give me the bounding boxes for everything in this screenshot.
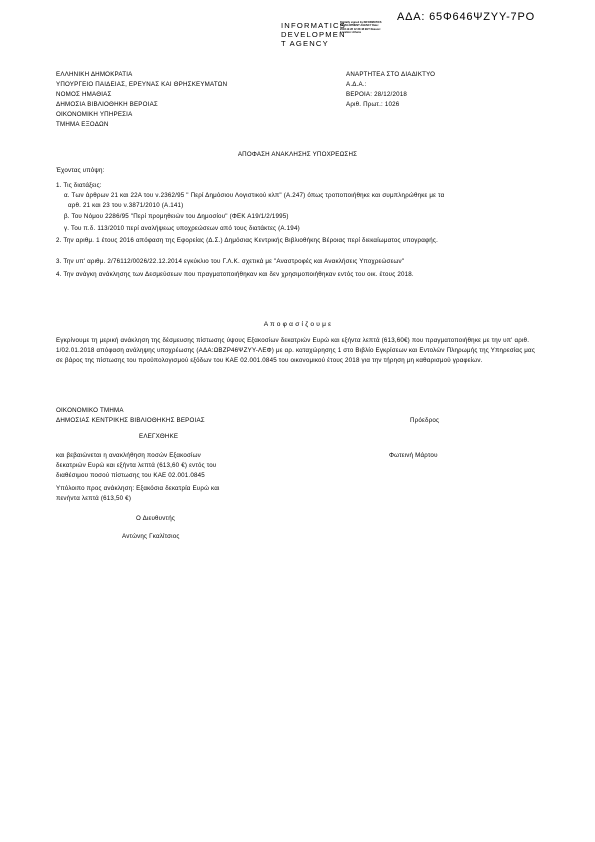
issuer-line: ΔΗΜΟΣΙΑ ΒΙΒΛΙΟΘΗΚΗ ΒΕΡΟΙΑΣ bbox=[56, 101, 158, 108]
issuer-line: ΟΙΚΟΝΟΜΙΚΗ ΥΠΗΡΕΣΙΑ bbox=[56, 111, 133, 118]
decision-heading: Α π ο φ α σ ί ζ ο υ μ ε bbox=[263, 321, 332, 328]
issuer-line: ΝΟΜΟΣ ΗΜΑΘΙΑΣ bbox=[56, 91, 112, 98]
considering-intro: Έχοντας υπόψη: bbox=[56, 167, 105, 174]
issuer-line: ΥΠΟΥΡΓΕΙΟ ΠΑΙΔΕΙΑΣ, ΕΡΕΥΝΑΣ ΚΑΙ ΘΡΗΣΚΕΥΜΑΤΩΝ bbox=[56, 81, 228, 88]
provision-3: 3. Την υπ' αριθμ. 2/76112/0026/22.12.2014 εγκύκλιο του Γ.Λ.Κ. σχετικά με "Αναστροφές και Ανακλήσεις Υποχρεώσεων" bbox=[56, 258, 405, 265]
provision-2: 2. Την αριθμ. 1 έτους 2016 απόφαση της Εφορείας (Δ.Σ.) Δημόσιας Κεντρικής Βιβλιοθήκης Βέροιας περί διεκαίωματος υπογραφής. bbox=[56, 237, 439, 244]
verification-line: και βεβαιώνεται η ανακλήθηση ποσών Εξακοσίων bbox=[56, 452, 201, 459]
issuer-line: ΕΛΛΗΝΙΚΗ ΔΗΜΟΚΡΑΤΙΑ bbox=[56, 71, 133, 78]
director-label: Ο Διευθυντής bbox=[136, 515, 176, 522]
protocol-number: Αριθ. Πρωτ.: 1026 bbox=[346, 101, 400, 108]
remaining-line: Υπόλοιπο προς ανάκληση: Εξακόσια δεκατρία Ευρώ και bbox=[56, 485, 220, 492]
provision-4: 4. Την ανάγκη ανάκλησης των Δεσμεύσεων που πραγματοποιήθηκαν και δεν χρησιμοποιήθηκαν εντός του οικ. έτους 2018. bbox=[56, 271, 414, 278]
ada-label: Α.Δ.Α.: bbox=[346, 81, 367, 88]
president-label: Πρόεδρος bbox=[410, 417, 440, 424]
issuer-block bbox=[56, 70, 227, 130]
director-name: Αντώνης Γκαλίτσιος bbox=[122, 533, 180, 540]
place-date: ΒΕΡΟΙΑ: 28/12/2018 bbox=[346, 91, 408, 98]
signature-details: Digitally signed by INFORMATICS DEVELOPMENT AGENCY Date: 2018.12.28 12:33:48 EET Reason: Location: Athens bbox=[340, 21, 382, 34]
department-line: ΔΗΜΟΣΙΑΣ ΚΕΝΤΡΙΚΗΣ ΒΙΒΛΙΟΘΗΚΗΣ ΒΕΡΟΙΑΣ bbox=[56, 417, 205, 424]
publish-note: ΑΝΑΡΤΗΤΕΑ ΣΤΟ ΔΙΑΔΙΚΤΥΟ bbox=[346, 71, 436, 78]
president-name: Φωτεινή Μάρτου bbox=[389, 452, 438, 459]
verification-line: διαθέσιμου ποσού πίστωσης του ΚΑΕ 02.001.0845 bbox=[56, 472, 205, 479]
document-title: ΑΠΟΦΑΣΗ ΑΝΑΚΛΗΣΗΣ ΥΠΟΧΡΕΩΣΗΣ bbox=[237, 151, 358, 158]
checked-label: ΕΛΕΓΧΘΗΚΕ bbox=[139, 433, 179, 440]
signature-logo-text: INFORMATICS DEVELOPMEN T AGENCY bbox=[281, 21, 346, 48]
department-line: ΟΙΚΟΝΟΜΙΚΟ ΤΜΗΜΑ bbox=[56, 407, 124, 414]
issuer-line: ΤΜΗΜΑ ΕΞΟΔΩΝ bbox=[56, 121, 109, 128]
provision-1a-cont: αρθ. 21 και 23 του ν.3871/2010 (Α.141) bbox=[68, 202, 184, 209]
verification-line: δεκατριών Ευρώ και εξήντα λεπτά (613,60 €) εντός του bbox=[56, 462, 217, 469]
verification-block bbox=[56, 451, 217, 481]
department-block bbox=[56, 406, 205, 426]
remaining-block bbox=[56, 484, 220, 504]
provision-1a: α. Των άρθρων 21 και 22Α του ν.2362/95 " Περί Δημόσιου Λογιστικού κλπ" (Α.247) όπως τροποποιήθηκε και συμπληρώθηκε με τα bbox=[64, 192, 445, 199]
provision-1: 1. Τις διατάξεις: bbox=[56, 182, 102, 189]
provision-1b: β. Του Νόμου 2286/95 "Περί προμηθειών του Δημοσίου" (ΦΕΚ Α19/1/2/1995) bbox=[64, 213, 289, 220]
decision-text: Εγκρίνουμε τη μερική ανάκληση της δέσμευσης πίστωσης ύψους Εξακοσίων δεκατριών Ευρώ και εξήντα λεπτά (613,60€) που πραγματοποιήθηκε με την υπ' αριθ. 1/02.01.2018 απόφαση ανάληψης υποχρέωσης (ΑΔΑ:ΩΒΖΡ46ΨΖΥΥ-ΛΕΦ) με αρ. καταχώρησης 1 στο Βιβλίο Εγκρίσεων και Εντολών Πληρωμής της Υπηρεσίας μας σε βάρος της πίστωσης του προϋπολογισμού εξόδων του ΚΑΕ 02.001.0845 του οικονομικού έτους 2018 για την τήρηση μη καθαρισμού γραφείων. bbox=[56, 337, 536, 364]
remaining-line: πενήντα λεπτά (613,50 €) bbox=[56, 495, 132, 502]
provision-1c: γ. Του π.δ. 113/2010 περί αναλήψεως υποχρεώσεων από τους διατάκτες (Α.194) bbox=[64, 225, 300, 232]
meta-block bbox=[346, 70, 435, 110]
ada-number: ΑΔΑ: 65Φ646ΨΖΥΥ-7ΡΟ bbox=[397, 11, 535, 23]
